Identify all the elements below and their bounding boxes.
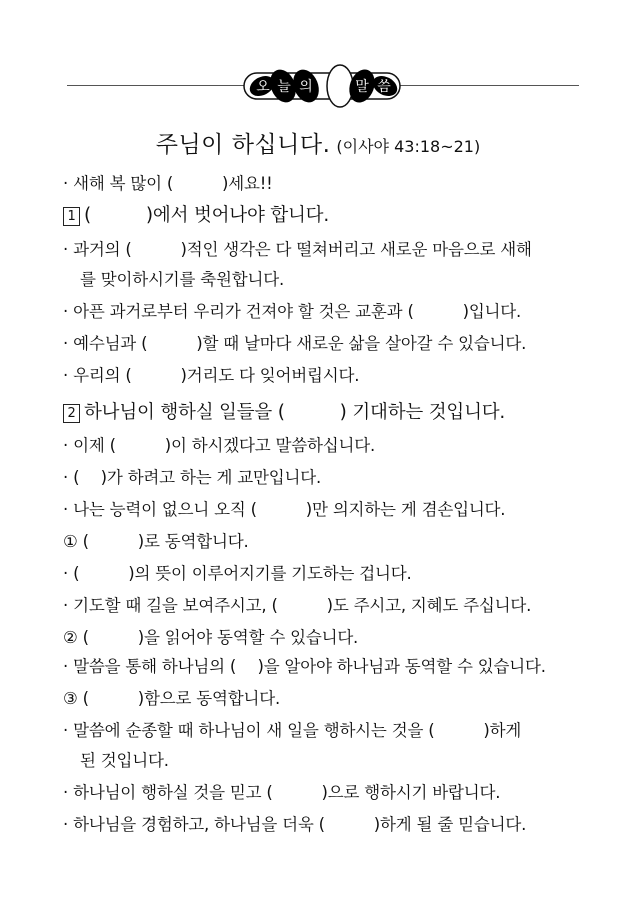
line-4: 를 맞이하시기를 축원합니다. <box>80 270 285 289</box>
line-17: ③ ( )함으로 동역합니다. <box>63 689 281 708</box>
line-12: ① ( )로 동역합니다. <box>63 532 249 551</box>
line-15: ② ( )을 읽어야 동역할 수 있습니다. <box>63 628 359 647</box>
line-10: · ( )가 하려고 하는 게 교만입니다. <box>63 468 322 487</box>
line-19: 된 것입니다. <box>80 751 169 770</box>
todays-word-banner <box>242 62 402 110</box>
section-number-box: 2 <box>63 404 80 423</box>
section-1-heading <box>63 201 329 227</box>
banner-char-2: 늘 <box>277 79 291 95</box>
line-16: · 말씀을 통해 하나님의 ( )을 알아야 하나님과 동역할 수 있습니다. <box>63 657 546 676</box>
line-20: · 하나님이 행하실 것을 믿고 ( )으로 행하시기 바랍니다. <box>63 783 501 802</box>
line-3-text: · 과거의 ( )적인 생각은 다 떨쳐버리고 새로운 마음으로 새해 <box>63 240 532 259</box>
line-9: · 이제 ( )이 하시겠다고 말씀하십니다. <box>63 436 375 455</box>
banner-char-5: 씀 <box>377 79 391 95</box>
banner-char-4: 말 <box>355 79 369 95</box>
section-2-heading <box>63 398 505 424</box>
line-6: · 예수님과 ( )할 때 날마다 새로운 삶을 살아갈 수 있습니다. <box>63 334 527 353</box>
line-18: · 말씀에 순종할 때 하나님이 새 일을 행하시는 것을 ( )하게 <box>63 721 522 740</box>
line-5: · 아픈 과거로부터 우리가 건져야 할 것은 교훈과 ( )입니다. <box>63 302 522 321</box>
section-1-text: ( )에서 벗어나야 합니다. <box>84 205 330 226</box>
section-2-text: 하나님이 행하실 일들을 ( ) 기대하는 것입니다. <box>84 402 506 423</box>
line-7: · 우리의 ( )거리도 다 잊어버립시다. <box>63 366 360 385</box>
banner-char-3: 의 <box>299 79 313 95</box>
line-14: · 기도할 때 길을 보여주시고, ( )도 주시고, 지혜도 주십니다. <box>63 596 532 615</box>
sermon-title-main: 주님이 하십니다. <box>155 132 331 158</box>
banner-bead-4 <box>327 65 353 107</box>
line-3 <box>63 236 573 260</box>
line-21: · 하나님을 경험하고, 하나님을 더욱 ( )하게 될 줄 믿습니다. <box>63 815 527 834</box>
scripture-reference: (이사야 43:18~21) <box>336 137 481 156</box>
line-13: · ( )의 뜻이 이루어지기를 기도하는 겁니다. <box>63 564 412 583</box>
line-1: · 새해 복 많이 ( )세요!! <box>63 174 273 193</box>
sermon-title <box>0 126 636 159</box>
section-number-box: 1 <box>63 207 80 226</box>
line-11: · 나는 능력이 없으니 오직 ( )만 의지하는 게 겸손입니다. <box>63 500 506 519</box>
banner-char-1: 오 <box>256 79 270 95</box>
